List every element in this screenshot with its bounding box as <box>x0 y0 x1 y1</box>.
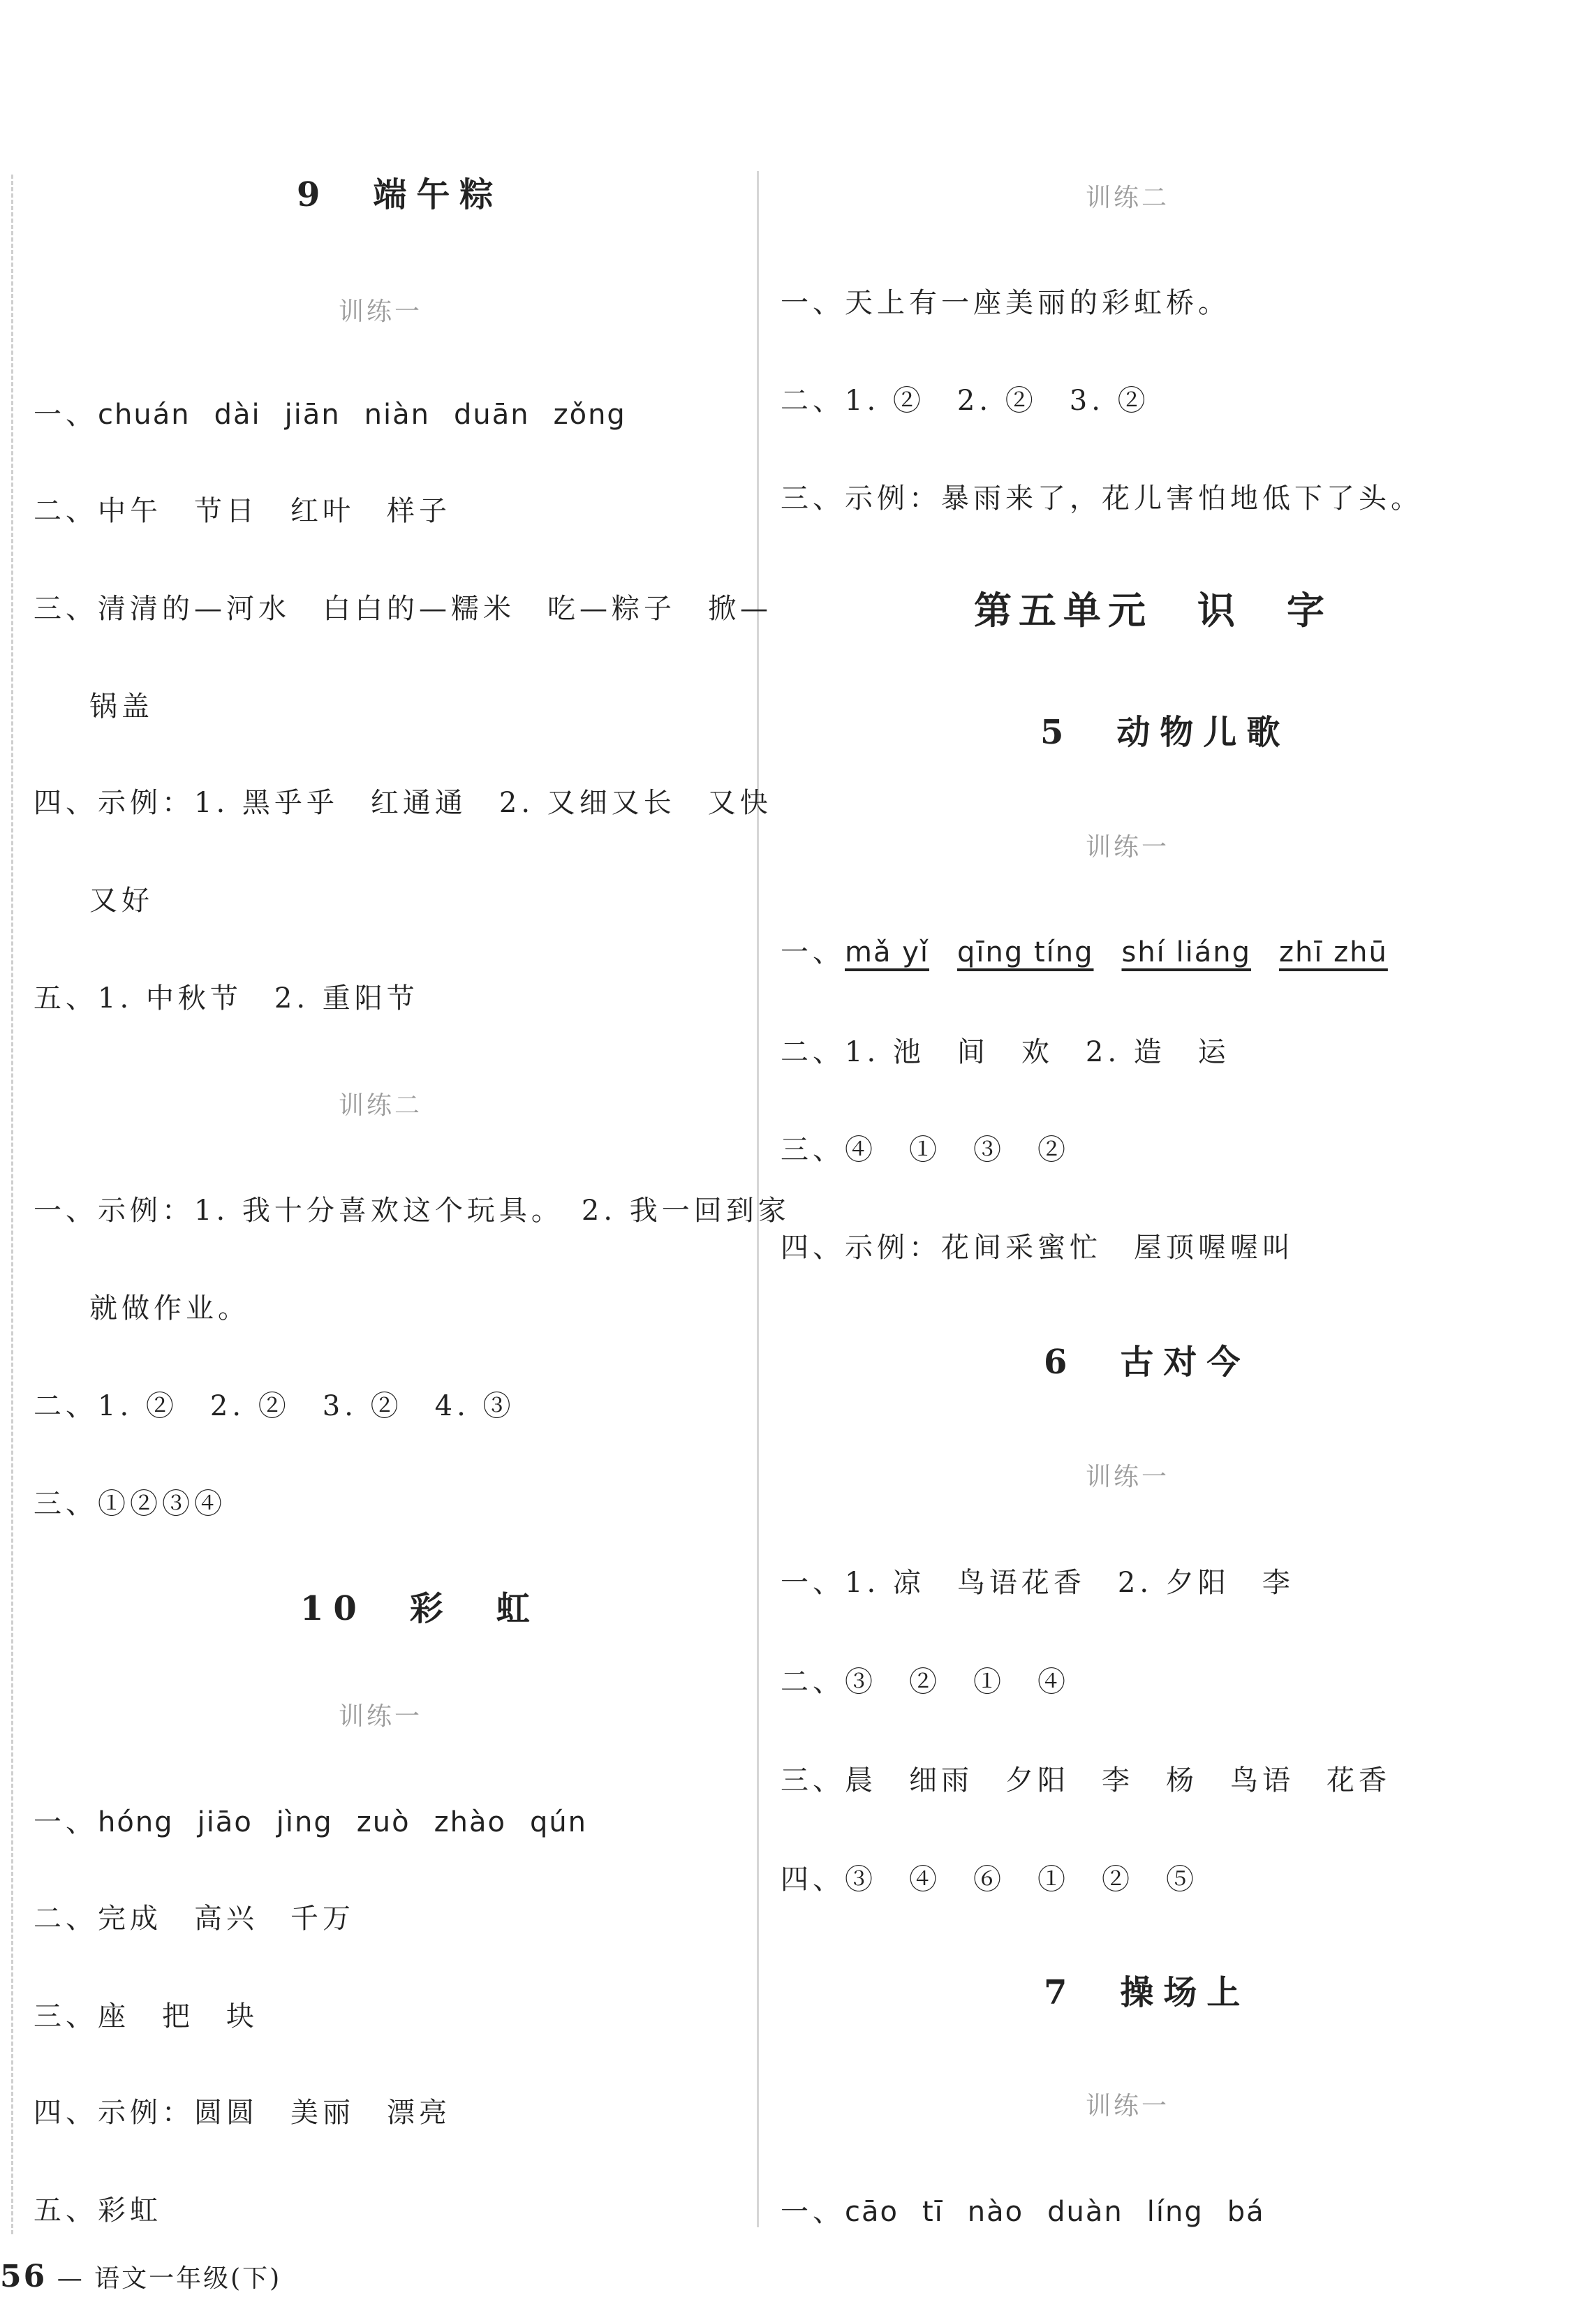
l9-answer-3-cont: 锅盖 <box>89 691 154 723</box>
l9-answer-2: 二、中午 节日 红叶 样子 <box>34 495 451 527</box>
lesson-5-title: 5 动物儿歌 <box>1040 713 1290 752</box>
l9-answer-4-cont: 又好 <box>89 885 154 917</box>
l5-answer-4: 四、示例：花间采蜜忙 屋顶喔喔叫 <box>781 1232 1294 1264</box>
l7-pinyin-5: bá <box>1227 2196 1265 2228</box>
page-number: 56 <box>0 2259 47 2294</box>
l10-answer-4: 四、示例：圆圆 美丽 漂亮 <box>34 2097 451 2129</box>
l9-pinyin-1: dài <box>214 399 261 431</box>
l9-pinyin-0: chuán <box>98 399 191 431</box>
lesson-6-training-1-label: 训练一 <box>1086 1463 1170 1491</box>
l5-pinyin-2: shí liáng <box>1121 936 1251 968</box>
l7-pinyin-4: líng <box>1146 2196 1204 2228</box>
l7-pinyin-2: nào <box>967 2196 1024 2228</box>
l5-answer-1: 一、mǎ yǐ qīng tíng shí liáng zhī zhū <box>781 930 1416 970</box>
l6-answer-2: 二、③ ② ① ④ <box>781 1666 1070 1698</box>
l10-pinyin-0: hóng <box>98 1806 174 1838</box>
l7-answer-1: 一、cāo tī nào duàn líng bá <box>781 2190 1289 2229</box>
l9-t2-answer-2: 二、1. ② 2. ② 3. ② 4. ③ <box>34 1390 515 1422</box>
l9-pinyin-3: niàn <box>364 399 430 431</box>
l6-answer-3: 三、晨 细雨 夕阳 李 杨 鸟语 花香 <box>781 1764 1391 1796</box>
page-footer <box>0 2259 281 2294</box>
l9-answer-4: 四、示例：1. 黑乎乎 红通通 2. 又细又长 又快 <box>34 787 772 819</box>
l9-pinyin-2: jiān <box>284 399 341 431</box>
l6-answer-4: 四、③ ④ ⑥ ① ② ⑤ <box>781 1864 1198 1896</box>
l7-pinyin-list <box>845 2196 1289 2228</box>
r-t2-answer-1: 一、天上有一座美丽的彩虹桥。 <box>781 287 1230 319</box>
lesson-9-training-1-label: 训练一 <box>339 297 423 326</box>
l5-answer-2: 二、1. 池 间 欢 2. 造 运 <box>781 1036 1230 1068</box>
l9-pinyin-4: duān <box>454 399 530 431</box>
l5-pinyin-0: mǎ yǐ <box>845 936 929 968</box>
l10-pinyin-2: jìng <box>276 1806 333 1838</box>
lesson-7-title: 7 操场上 <box>1044 1973 1250 2012</box>
l10-pinyin-5: qún <box>529 1806 588 1838</box>
l5-pinyin-3: zhī zhū <box>1278 936 1388 968</box>
l10-pinyin-1: jiāo <box>197 1806 253 1838</box>
l9-answer-3: 三、清清的—河水 白白的—糯米 吃—粽子 掀— <box>34 593 772 625</box>
l9-t2-answer-1-cont: 就做作业。 <box>89 1292 250 1325</box>
lesson-6-title: 6 古对今 <box>1044 1343 1250 1382</box>
l9-answer-1: 一、chuán dài jiān niàn duān zǒng <box>34 392 650 432</box>
book-title: 语文一年级(下) <box>94 2264 282 2293</box>
right-column <box>764 0 1546 2241</box>
l10-pinyin-3: zuò <box>356 1806 411 1838</box>
l7-pinyin-1: tī <box>922 2196 944 2228</box>
l10-answer-5: 五、彩虹 <box>34 2194 162 2227</box>
lesson-10-training-1-label: 训练一 <box>339 1702 423 1731</box>
unit-5-title: 第五单元 识 字 <box>974 588 1331 633</box>
lesson-9-training-2-label: 训练二 <box>339 1091 423 1120</box>
l7-pinyin-0: cāo <box>845 2196 899 2228</box>
l9-t2-answer-3: 三、①②③④ <box>34 1488 226 1520</box>
l9-t2-answer-1: 一、示例：1. 我十分喜欢这个玩具。 2. 我一回到家 <box>34 1195 790 1227</box>
l9-answer-5: 五、1. 中秋节 2. 重阳节 <box>34 982 419 1014</box>
l9-pinyin-5: zǒng <box>553 399 626 431</box>
l5-answer-3: 三、④ ① ③ ② <box>781 1134 1070 1166</box>
l5-pinyin-1: qīng tíng <box>956 936 1094 968</box>
r-t2-answer-3: 三、示例：暴雨来了，花儿害怕地低下了头。 <box>781 482 1423 515</box>
l10-answer-2: 二、完成 高兴 千万 <box>34 1903 355 1935</box>
right-training-2-label: 训练二 <box>1086 184 1170 212</box>
l7-pinyin-3: duàn <box>1047 2196 1123 2228</box>
l10-answer-3: 三、座 把 块 <box>34 2000 258 2032</box>
r-t2-answer-2: 二、1. ② 2. ② 3. ② <box>781 385 1150 417</box>
l9-pinyin-list <box>98 399 650 431</box>
lesson-7-training-1-label: 训练一 <box>1086 2092 1170 2120</box>
lesson-10-title: 10 彩 虹 <box>300 1589 540 1628</box>
l10-pinyin-4: zhào <box>434 1806 506 1838</box>
lesson-9-title: 9 端午粽 <box>297 175 503 214</box>
l5-pinyin-list <box>845 936 1416 968</box>
l10-answer-1: 一、hóng jiāo jìng zuò zhào qún <box>34 1800 611 1840</box>
l6-answer-1: 一、1. 凉 鸟语花香 2. 夕阳 李 <box>781 1567 1294 1599</box>
lesson-5-training-1-label: 训练一 <box>1086 833 1170 862</box>
left-column <box>0 0 790 2241</box>
footer-dash: — <box>57 2264 84 2293</box>
l10-pinyin-list <box>98 1806 611 1838</box>
